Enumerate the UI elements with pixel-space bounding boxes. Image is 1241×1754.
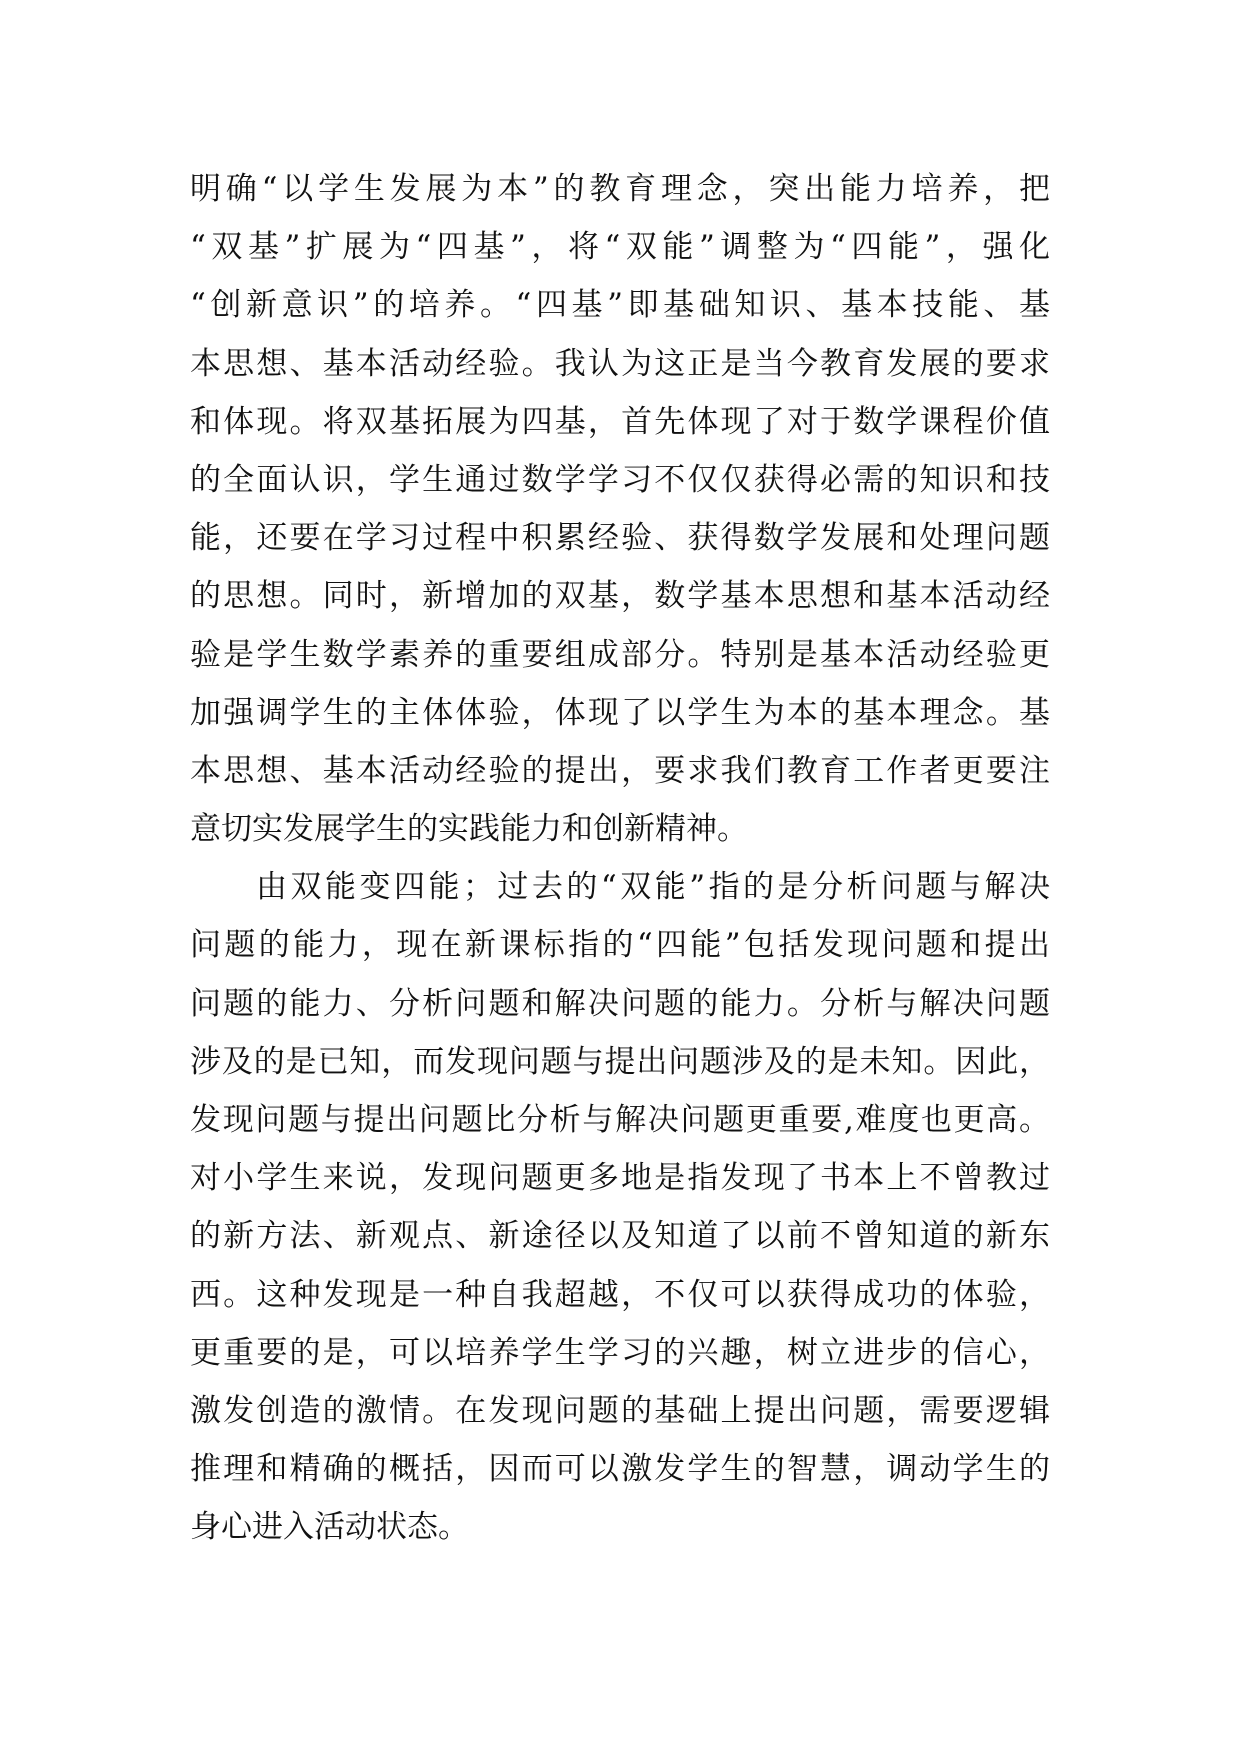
paragraph-1-line-5: 和体现。将双基拓展为四基，首先体现了对于数学课程价值: [190, 403, 1050, 440]
paragraph-1-line-4: 本思想、基本活动经验。我认为这正是当今教育发展的要求: [190, 345, 1050, 382]
paragraph-1-line-9: 验是学生数学素养的重要组成部分。特别是基本活动经验更: [190, 636, 1050, 673]
paragraph-2-line-10: 激发创造的激情。在发现问题的基础上提出问题，需要逻辑: [190, 1392, 1050, 1429]
paragraph-2-line-8: 西。这种发现是一种自我超越，不仅可以获得成功的体验，: [190, 1276, 1050, 1313]
paragraph-2-line-1: 由双能变四能；过去的“双能”指的是分析问题与解决: [256, 869, 1050, 906]
paragraph-2-line-5: 发现问题与提出问题比分析与解决问题更重要,难度也更高。: [190, 1102, 1050, 1138]
paragraph-1-line-1: 明确“以学生发展为本”的教育理念，突出能力培养，把: [190, 171, 1050, 207]
paragraph-1-line-11: 本思想、基本活动经验的提出，要求我们教育工作者更要注: [190, 752, 1050, 789]
paragraph-2-line-3: 问题的能力、分析问题和解决问题的能力。分析与解决问题: [190, 985, 1050, 1022]
paragraph-2-line-7: 的新方法、新观点、新途径以及知道了以前不曾知道的新东: [190, 1218, 1050, 1255]
paragraph-2-line-6: 对小学生来说，发现问题更多地是指发现了书本上不曾教过: [190, 1160, 1050, 1197]
paragraph-1-line-6: 的全面认识，学生通过数学学习不仅仅获得必需的知识和技: [190, 461, 1050, 498]
paragraph-2-line-11: 推理和精确的概括，因而可以激发学生的智慧，调动学生的: [190, 1451, 1050, 1488]
paragraph-2-line-9: 更重要的是，可以培养学生学习的兴趣，树立进步的信心，: [190, 1334, 1050, 1371]
paragraph-1-line-3: “创新意识”的培养。“四基”即基础知识、基本技能、基: [190, 287, 1050, 324]
paragraph-1-line-7: 能，还要在学习过程中积累经验、获得数学发展和处理问题: [190, 520, 1050, 557]
paragraph-2-line-2: 问题的能力，现在新课标指的“四能”包括发现问题和提出: [190, 927, 1050, 964]
paragraph-1-line-8: 的思想。同时，新增加的双基，数学基本思想和基本活动经: [190, 578, 1050, 615]
paragraph-1-line-2: “双基”扩展为“四基”，将“双能”调整为“四能”，强化: [190, 229, 1050, 266]
paragraph-1-line-10: 加强调学生的主体体验，体现了以学生为本的基本理念。基: [190, 694, 1050, 731]
paragraph-1-line-12: 意切实发展学生的实践能力和创新精神。: [190, 811, 748, 848]
paragraph-2-line-4: 涉及的是已知，而发现问题与提出问题涉及的是未知。因此，: [190, 1043, 1050, 1080]
paragraph-2-line-12: 身心进入活动状态。: [190, 1509, 469, 1546]
body-text: [190, 160, 1050, 1557]
